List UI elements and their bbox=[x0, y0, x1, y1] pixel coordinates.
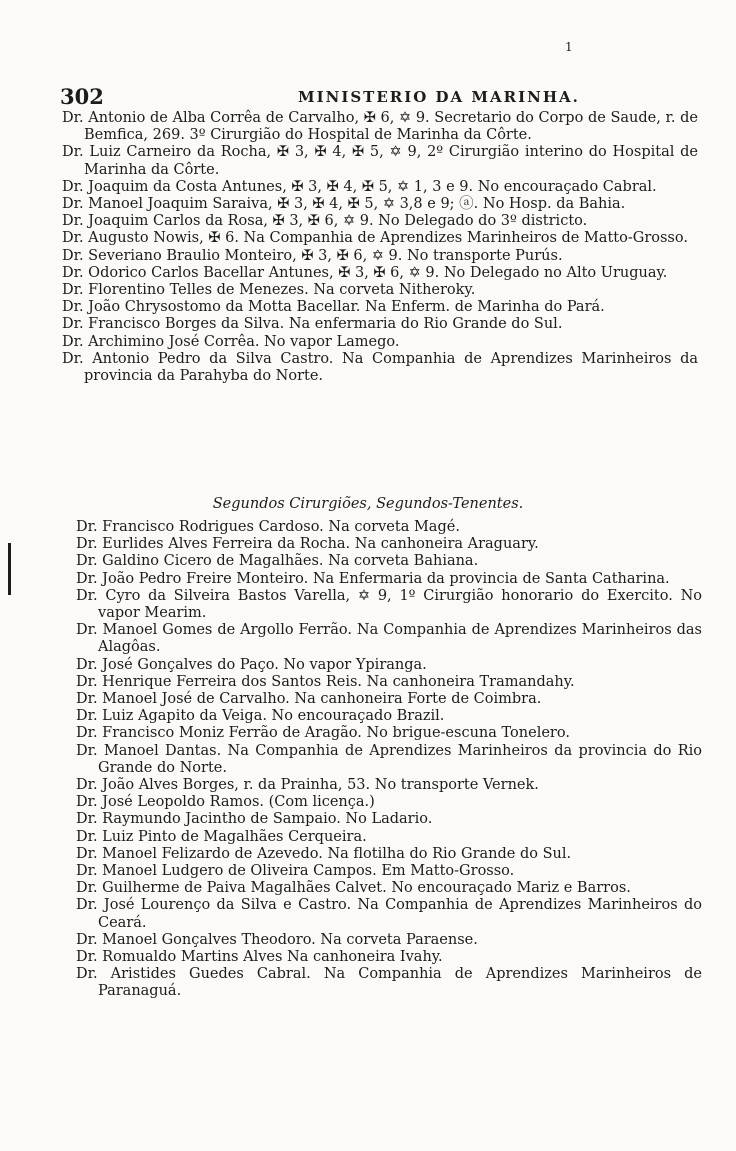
officer-entry: Dr. Manoel José de Carvalho. Na canhoneira Forte de Coimbra. bbox=[76, 691, 542, 708]
officer-entry: Dr. Manoel Joaquim Saraiva, ✠ 3, ✠ 4, ✠ 5, ✡ 3,8 e 9; ⓐ. No Hosp. da Bahia. bbox=[62, 196, 626, 213]
page-number: 302 bbox=[60, 84, 104, 109]
officer-entry: Dr. José Lourenço da Silva e Castro. Na Companhia de Aprendizes Marinheiros do Ceará. bbox=[76, 897, 702, 931]
officer-entry: Dr. Florentino Telles de Menezes. Na corveta Nitheroky. bbox=[62, 282, 476, 299]
corner-mark: 1 bbox=[565, 40, 573, 54]
officer-entry: Dr. Severiano Braulio Monteiro, ✠ 3, ✠ 6, ✡ 9. No transporte Purús. bbox=[62, 247, 563, 264]
page-header bbox=[60, 84, 696, 108]
officer-entry: Dr. Eurlides Alves Ferreira da Rocha. Na canhoneira Araguary. bbox=[76, 536, 539, 553]
officer-entry: Dr. Manoel Felizardo de Azevedo. Na flotilha do Rio Grande do Sul. bbox=[76, 845, 572, 862]
officer-entry: Dr. Luiz Pinto de Magalhães Cerqueira. bbox=[76, 828, 367, 845]
officer-entry: Dr. Luiz Agapito da Veiga. No encouraçado Brazil. bbox=[76, 708, 445, 725]
officer-entry: Dr. Francisco Moniz Ferrão de Aragão. No brigue-escuna Tonelero. bbox=[76, 725, 570, 742]
officer-entry: Dr. Manoel Ludgero de Oliveira Campos. Em Matto-Grosso. bbox=[76, 863, 515, 880]
officer-entry: Dr. Romualdo Martins Alves Na canhoneira Ivahy. bbox=[76, 949, 443, 966]
officer-entry: Dr. Augusto Nowis, ✠ 6. Na Companhia de Aprendizes Marinheiros de Matto-Grosso. bbox=[62, 230, 688, 247]
officer-list-top bbox=[62, 110, 698, 385]
officer-entry: Dr. Henrique Ferreira dos Santos Reis. Na canhoneira Tramandahy. bbox=[76, 673, 575, 690]
officer-entry: Dr. Raymundo Jacintho de Sampaio. No Ladario. bbox=[76, 811, 433, 828]
officer-entry: Dr. João Chrysostomo da Motta Bacellar. Na Enferm. de Marinha do Pará. bbox=[62, 299, 605, 316]
section-title: Segundos Cirurgiões, Segundos-Tenentes. bbox=[212, 496, 524, 512]
officer-entry: Dr. José Leopoldo Ramos. (Com licença.) bbox=[76, 794, 375, 811]
officer-entry: Dr. Manoel Gomes de Argollo Ferrão. Na Companhia de Aprendizes Marinheiros das Alagôas. bbox=[76, 622, 702, 656]
officer-entry: Dr. Archimino José Corrêa. No vapor Lamego. bbox=[62, 333, 400, 350]
officer-entry: Dr. Cyro da Silveira Bastos Varella, ✡ 9, 1º Cirurgião honorario do Exercito. No vapor Mearim. bbox=[76, 587, 702, 622]
officer-entry: Dr. Luiz Carneiro da Rocha, ✠ 3, ✠ 4, ✠ 5, ✡ 9, 2º Cirurgião interino do Hospital de Marinha da Côrte. bbox=[62, 144, 698, 178]
officer-entry: Dr. João Pedro Freire Monteiro. Na Enfermaria da provincia de Santa Catharina. bbox=[76, 570, 670, 587]
officer-list-second bbox=[76, 519, 702, 1001]
running-title: MINISTERIO DA MARINHA. bbox=[298, 88, 580, 106]
officer-entry: Dr. Manoel Gonçalves Theodoro. Na corveta Paraense. bbox=[76, 931, 478, 948]
officer-entry: Dr. Joaquim Carlos da Rosa, ✠ 3, ✠ 6, ✡ 9. No Delegado do 3º districto. bbox=[62, 213, 588, 230]
officer-entry: Dr. Antonio de Alba Corrêa de Carvalho, ✠ 6, ✡ 9. Secretario do Corpo de Saude, r. de Bemfica, 269. 3º Cirurgião do Hospital de Marinha da Côrte. bbox=[62, 110, 698, 144]
officer-entry: Dr. João Alves Borges, r. da Prainha, 53. No transporte Vernek. bbox=[76, 777, 539, 794]
officer-entry: Dr. Manoel Dantas. Na Companhia de Aprendizes Marinheiros da provincia do Rio Grande do Norte. bbox=[76, 742, 702, 776]
margin-mark bbox=[8, 543, 11, 595]
officer-entry: Dr. Aristides Guedes Cabral. Na Companhia de Aprendizes Marinheiros de Paranaguá. bbox=[76, 966, 702, 1000]
officer-entry: Dr. Joaquim da Costa Antunes, ✠ 3, ✠ 4, ✠ 5, ✡ 1, 3 e 9. No encouraçado Cabral. bbox=[62, 178, 657, 195]
officer-entry: Dr. Francisco Rodrigues Cardoso. Na corveta Magé. bbox=[76, 519, 460, 535]
officer-entry: Dr. Antonio Pedro da Silva Castro. Na Companhia de Aprendizes Marinheiros da provincia da Parahyba do Norte. bbox=[62, 350, 698, 385]
officer-entry: Dr. Galdino Cicero de Magalhães. Na corveta Bahiana. bbox=[76, 553, 479, 570]
officer-entry: Dr. Odorico Carlos Bacellar Antunes, ✠ 3, ✠ 6, ✡ 9. No Delegado no Alto Uruguay. bbox=[62, 264, 668, 281]
officer-entry: Dr. Guilherme de Paiva Magalhães Calvet. No encouraçado Mariz e Barros. bbox=[76, 880, 631, 897]
officer-entry: Dr. Francisco Borges da Silva. Na enfermaria do Rio Grande do Sul. bbox=[62, 316, 563, 333]
officer-entry: Dr. José Gonçalves do Paço. No vapor Ypiranga. bbox=[76, 656, 427, 673]
